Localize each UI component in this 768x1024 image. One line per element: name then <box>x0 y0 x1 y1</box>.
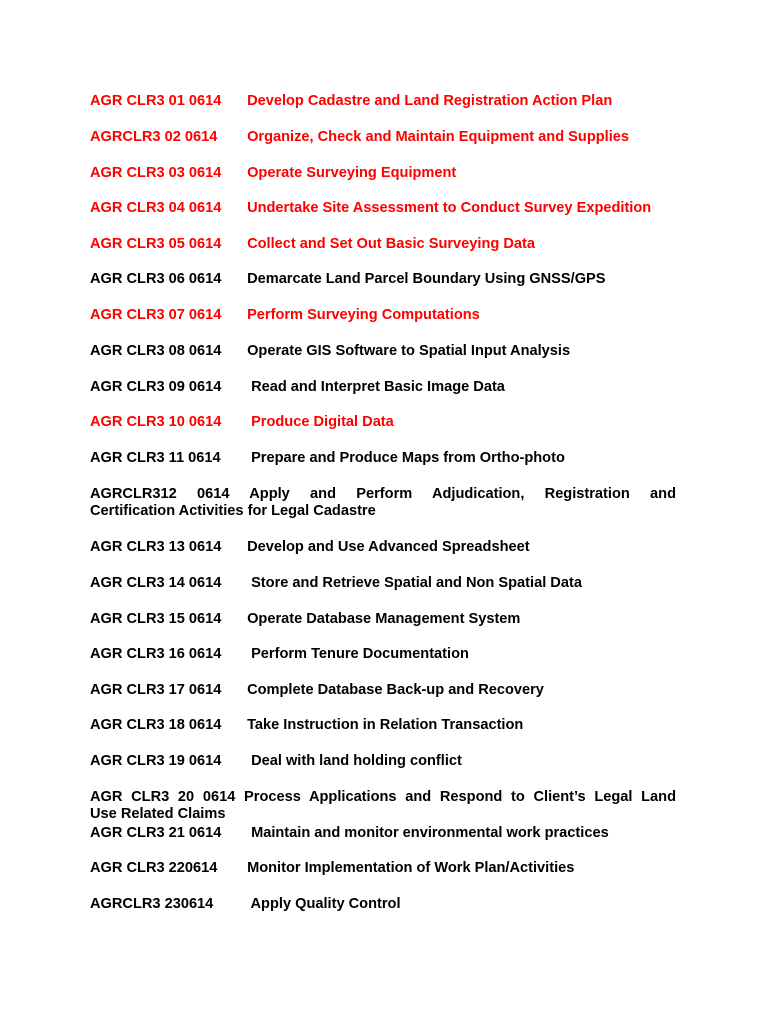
unit-title: Prepare and Produce Maps from Ortho-photo <box>251 450 565 466</box>
unit-code: AGR CLR3 01 0614 <box>90 93 222 109</box>
unit-title: Operate Database Management System <box>247 611 521 627</box>
unit-title: Develop Cadastre and Land Registration Action Plan <box>247 93 613 109</box>
unit-row <box>90 486 676 520</box>
unit-row <box>90 539 530 556</box>
unit-row <box>90 450 565 467</box>
unit-row <box>90 343 570 360</box>
unit-row <box>90 682 544 699</box>
unit-code: AGR CLR3 16 0614 <box>90 646 222 662</box>
unit-code: AGR CLR3 10 0614 <box>90 414 222 430</box>
unit-title: Apply Quality Control <box>250 896 401 912</box>
unit-code: AGRCLR3 230614 <box>90 896 214 912</box>
unit-row <box>90 271 606 288</box>
unit-code: AGR CLR3 220614 <box>90 860 218 876</box>
unit-code: AGR CLR3 20 0614 <box>90 789 236 805</box>
unit-row <box>90 825 609 842</box>
unit-row <box>90 860 574 877</box>
unit-title: Organize, Check and Maintain Equipment and Supplies <box>247 129 629 145</box>
unit-row <box>90 379 505 396</box>
unit-row <box>90 646 469 663</box>
unit-code: AGR CLR3 06 0614 <box>90 271 222 287</box>
unit-row <box>90 93 612 110</box>
unit-code: AGR CLR3 07 0614 <box>90 307 222 323</box>
unit-title: Develop and Use Advanced Spreadsheet <box>247 539 530 555</box>
unit-code: AGR CLR3 04 0614 <box>90 200 222 216</box>
unit-title: Demarcate Land Parcel Boundary Using GNSS/GPS <box>247 271 606 287</box>
unit-title: Read and Interpret Basic Image Data <box>251 379 505 395</box>
unit-title: Perform Tenure Documentation <box>251 646 469 662</box>
unit-code: AGR CLR3 18 0614 <box>90 717 222 733</box>
unit-title: Maintain and monitor environmental work practices <box>251 825 609 841</box>
unit-row <box>90 896 401 913</box>
unit-row <box>90 200 651 217</box>
unit-row <box>90 753 462 770</box>
unit-title-line-2: Certification Activities for Legal Cadastre <box>90 503 376 519</box>
unit-title: Take Instruction in Relation Transaction <box>247 717 524 733</box>
unit-row <box>90 165 456 182</box>
unit-title: Collect and Set Out Basic Surveying Data <box>247 236 535 252</box>
unit-code: AGR CLR3 03 0614 <box>90 165 222 181</box>
unit-title: Operate Surveying Equipment <box>247 165 457 181</box>
unit-code: AGR CLR3 14 0614 <box>90 575 222 591</box>
unit-title: Complete Database Back-up and Recovery <box>247 682 544 698</box>
unit-row <box>90 129 629 146</box>
unit-row <box>90 575 582 592</box>
unit-title-part: Apply and Perform Adjudication, Registration and <box>249 486 677 502</box>
unit-title: Monitor Implementation of Work Plan/Activities <box>247 860 575 876</box>
unit-code: AGR CLR3 05 0614 <box>90 236 222 252</box>
unit-code: AGR CLR3 11 0614 <box>90 450 221 466</box>
unit-row <box>90 717 523 734</box>
unit-code: AGRCLR3 02 0614 <box>90 129 218 145</box>
unit-code: AGR CLR3 08 0614 <box>90 343 222 359</box>
unit-row <box>90 307 480 324</box>
unit-row <box>90 414 394 431</box>
unit-title-line-2: Use Related Claims <box>90 806 226 822</box>
unit-row <box>90 611 520 628</box>
unit-code: AGR CLR3 13 0614 <box>90 539 222 555</box>
unit-title-line-1 <box>90 486 676 503</box>
unit-title-line-1 <box>90 789 676 806</box>
unit-title: Deal with land holding conflict <box>251 753 462 769</box>
unit-title: Operate GIS Software to Spatial Input Analysis <box>247 343 571 359</box>
unit-code: AGR CLR3 15 0614 <box>90 611 222 627</box>
unit-code: AGRCLR312 0614 <box>90 486 230 502</box>
unit-code: AGR CLR3 19 0614 <box>90 753 222 769</box>
unit-title-part: Process Applications and Respond to Client’s Legal Land <box>244 789 677 805</box>
unit-code: AGR CLR3 21 0614 <box>90 825 222 841</box>
unit-title: Produce Digital Data <box>251 414 394 430</box>
unit-code: AGR CLR3 09 0614 <box>90 379 222 395</box>
unit-row <box>90 789 676 823</box>
unit-code: AGR CLR3 17 0614 <box>90 682 222 698</box>
unit-title: Undertake Site Assessment to Conduct Survey Expedition <box>247 200 652 216</box>
unit-title: Store and Retrieve Spatial and Non Spatial Data <box>251 575 582 591</box>
unit-row <box>90 236 535 253</box>
unit-title: Perform Surveying Computations <box>247 307 480 323</box>
